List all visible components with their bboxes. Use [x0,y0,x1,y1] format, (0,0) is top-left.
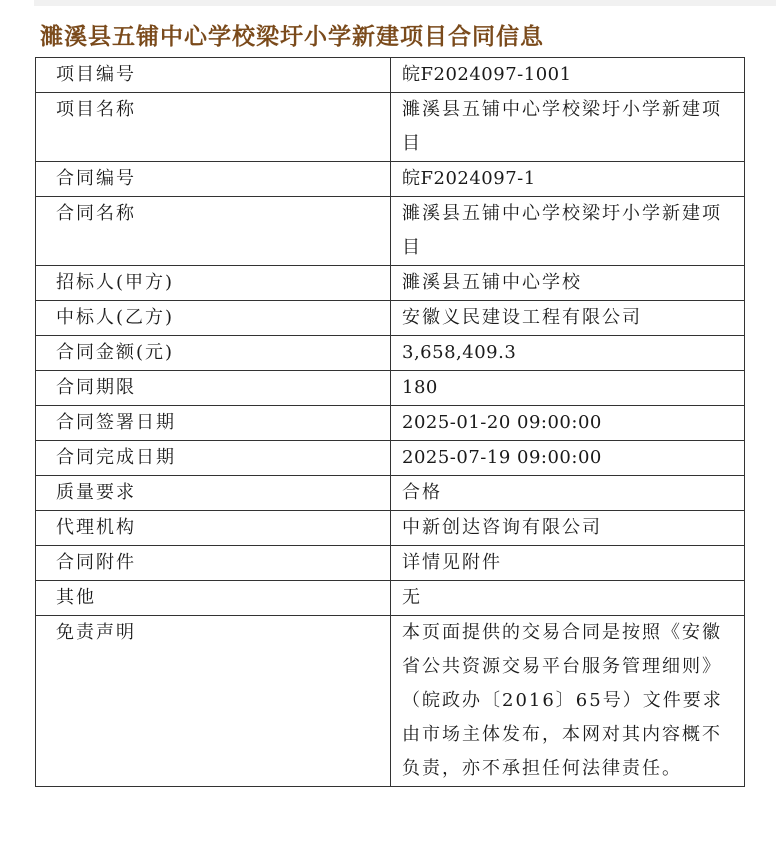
row-label: 合同签署日期 [36,406,391,441]
row-value: 合格 [391,476,745,511]
row-label: 合同完成日期 [36,441,391,476]
table-row [36,406,745,441]
row-value: 濉溪县五铺中心学校梁圩小学新建项目 [391,93,745,162]
top-divider [34,0,776,6]
row-value: 皖F2024097-1 [391,162,745,197]
table-row [36,93,745,162]
table-row [36,162,745,197]
row-value: 详情见附件 [391,546,745,581]
contract-info-table [35,57,745,787]
table-row [36,511,745,546]
row-value: 中新创达咨询有限公司 [391,511,745,546]
row-label: 合同编号 [36,162,391,197]
row-value: 2025-01-20 09:00:00 [391,406,745,441]
row-label: 合同期限 [36,371,391,406]
row-value: 2025-07-19 09:00:00 [391,441,745,476]
table-row [36,476,745,511]
row-label: 项目名称 [36,93,391,162]
disclaimer-text: 本页面提供的交易合同是按照《安徽省公共资源交易平台服务管理细则》（皖政办〔2016〕65号）文件要求由市场主体发布，本网对其内容概不负责，亦不承担任何法律责任。 [391,616,745,787]
table-row [36,58,745,93]
table-row [36,616,745,787]
row-label: 中标人(乙方) [36,301,391,336]
row-value: 濉溪县五铺中心学校梁圩小学新建项目 [391,197,745,266]
row-label: 合同名称 [36,197,391,266]
table-row [36,266,745,301]
row-label: 免责声明 [36,616,391,787]
table-row [36,371,745,406]
row-label: 代理机构 [36,511,391,546]
row-value: 无 [391,581,745,616]
table-row [36,441,745,476]
row-label: 招标人(甲方) [36,266,391,301]
row-label: 合同金额(元) [36,336,391,371]
row-label: 质量要求 [36,476,391,511]
page-title: 濉溪县五铺中心学校梁圩小学新建项目合同信息 [40,23,544,50]
row-value: 皖F2024097-1001 [391,58,745,93]
row-value: 濉溪县五铺中心学校 [391,266,745,301]
table-row [36,197,745,266]
row-label: 合同附件 [36,546,391,581]
row-label: 其他 [36,581,391,616]
row-value: 安徽义民建设工程有限公司 [391,301,745,336]
table-row [36,336,745,371]
table-row [36,301,745,336]
table-row [36,581,745,616]
row-label: 项目编号 [36,58,391,93]
row-value: 180 [391,371,745,406]
row-value: 3,658,409.3 [391,336,745,371]
table-row [36,546,745,581]
